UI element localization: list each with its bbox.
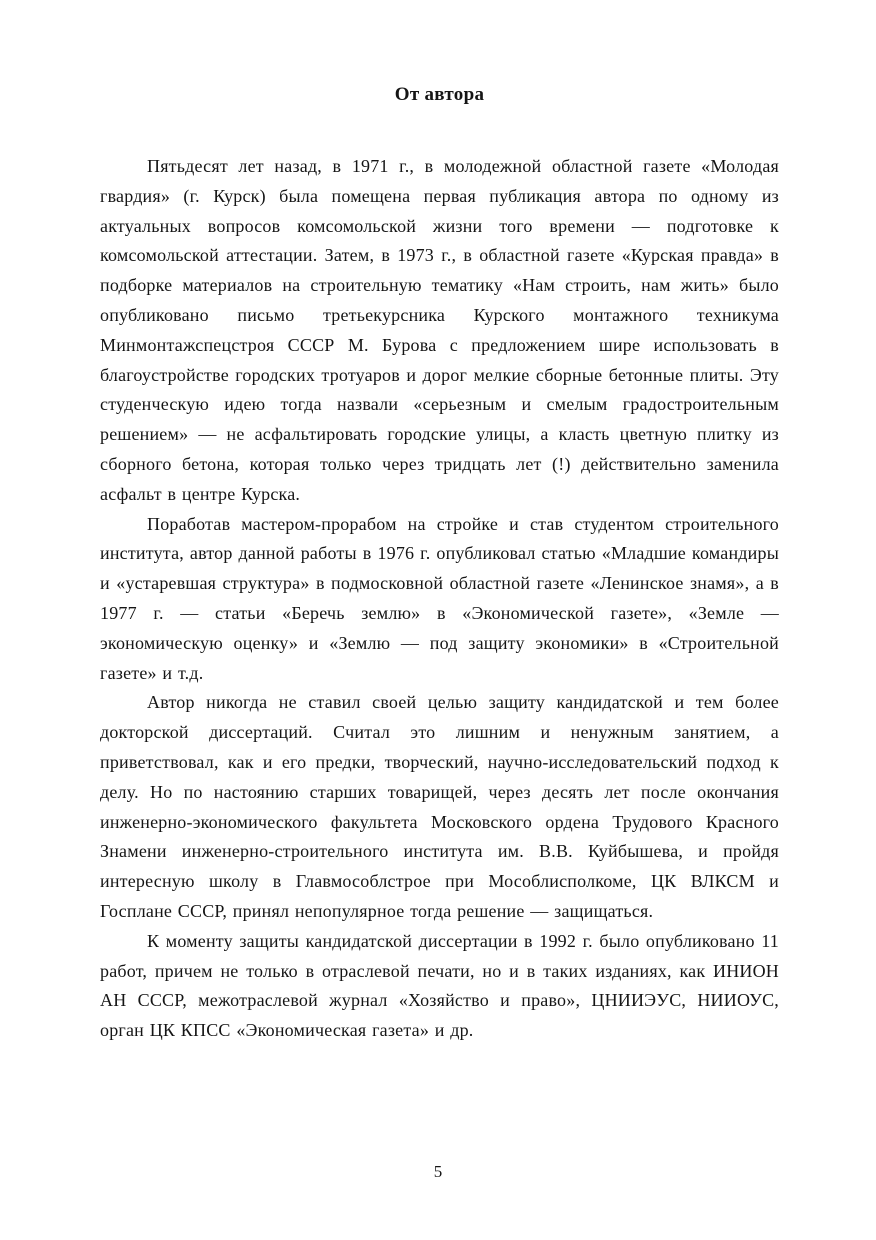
page-title: От автора — [394, 84, 485, 105]
paragraph-3: Автор никогда не ставил своей целью защиту кандидатской и тем более докторской диссертаций. Считал это лишним и ненужным занятием, а приветствовал, как и его предки, творческий, научно-исследовательский подход к делу. Но по настоянию старших товарищей, через десять лет после окончания инженерно-экономического факультета Московского ордена Трудового Красного Знамени инженерно-строительного института им. В.В. Куйбышева, и пройдя интересную школу в Главмособлстрое при Мособлисполкоме, ЦК ВЛКСМ и Госплане СССР, принял непопулярное тогда решение — защищаться. — [100, 692, 779, 921]
paragraph-1: Пятьдесят лет назад, в 1971 г., в молодежной областной газете «Молодая гвардия» (г. Курск) была помещена первая публикация автора по одному из актуальных вопросов комсомольской жизни того времени — подготовке к комсомольской аттестации. Затем, в 1973 г., в областной газете «Курская правда» в подборке материалов на строительную тематику «Нам строить, нам жить» было опубликовано письмо третьекурсника Курского монтажного техникума Минмонтажспецстроя СССР М. Бурова с предложением шире использовать в благоустройстве городских тротуаров и дорог мелкие сборные бетонные плиты. Эту студенческую идею тогда назвали «серьезным и смелым градостроительным решением» — не асфальтировать городские улицы, а класть цветную плитку из сборного бетона, которая только через тридцать лет (!) действительно заменила асфальт в центре Курска. — [100, 156, 779, 504]
page-number: 5 — [433, 1162, 443, 1181]
paragraph-2: Поработав мастером-прорабом на стройке и став студентом строительного института, автор данной работы в 1976 г. опубликовал статью «Младшие командиры и «устаревшая структура» в подмосковной областной газете «Ленинское знамя», а в 1977 г. — статьи «Беречь землю» в «Экономической газете», «Земле — экономическую оценку» и «Землю — под защиту экономики» в «Строительной газете» и т.д. — [100, 513, 779, 683]
paragraph-4: К моменту защиты кандидатской диссертации в 1992 г. было опубликовано 11 работ, причем не только в отраслевой печати, но и в таких изданиях, как ИНИОН АН СССР, межотраслевой журнал «Хозяйство и право», ЦНИИЭУС, НИИОУС, орган ЦК КПСС «Экономическая газета» и др. — [100, 930, 779, 1041]
page-body — [100, 152, 779, 1046]
